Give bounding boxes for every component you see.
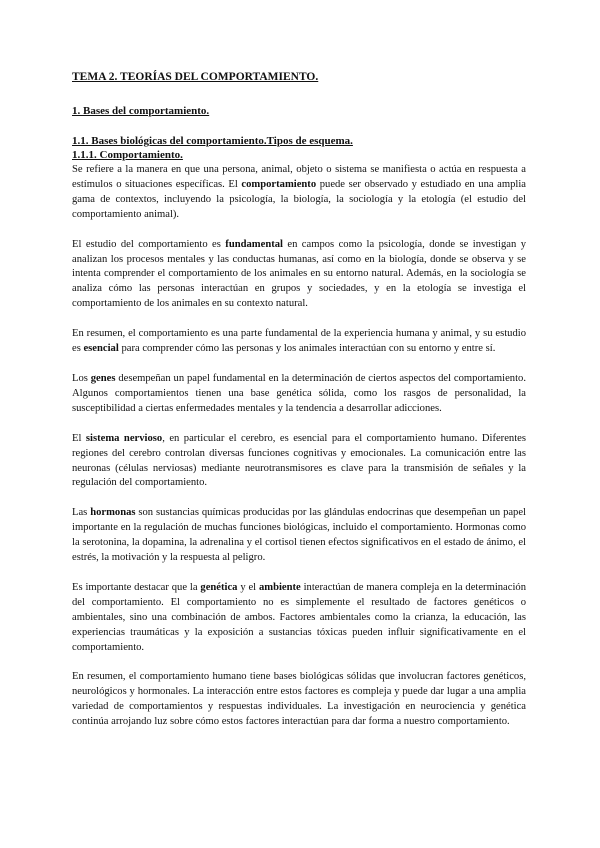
document-page	[72, 70, 526, 745]
text-run: , en particular el cerebro, es esencial para el comportamiento humano. Diferentes regiones del cerebro controlan diversas funciones cognitivas y emocionales. La comunicación entre las neuronas (células nerviosas) mediante neurotransmisores es clave para la transmisión de señales y la regulación del comportamiento.	[72, 432, 526, 489]
text-run: son sustancias químicas producidas por las glándulas endocrinas que desempeñan un papel importante en la regulación de muchas funciones biológicas, incluido el comportamiento. Hormonas como la serotonina, la dopamina, la adrenalina y el cortisol tienen efectos significativos en el estado de ánimo, el estrés, la motivación y la respuesta al peligro.	[72, 507, 527, 564]
text-run: El	[72, 432, 86, 444]
body-paragraph	[72, 238, 526, 313]
body-paragraph	[72, 670, 526, 730]
subsubsection-heading: 1.1.1. Comportamiento.	[72, 149, 183, 161]
body-paragraph	[72, 581, 526, 656]
bold-term: esencial	[83, 343, 119, 355]
bold-term: genes	[90, 372, 116, 384]
document-title: TEMA 2. TEORÍAS DEL COMPORTAMIENTO.	[72, 71, 319, 83]
text-run: Es importante destacar que la	[72, 581, 201, 593]
bold-term: hormonas	[90, 507, 136, 519]
text-run: En resumen, el comportamiento humano tiene bases biológicas sólidas que involucran factores genéticos, neurológicos y hormonales. La interacción entre estos factores es compleja y puede dar lugar a una amplia variedad de comportamientos y respuestas individuales. La investigación en neurociencia y genética continúa arrojando luz sobre cómo estos factores interactúan para dar forma a nuestro comportamiento.	[72, 671, 526, 728]
text-run: Los	[72, 372, 91, 384]
text-run: En resumen, el comportamiento es una parte fundamental de la experiencia humana y animal, y su estudio es	[72, 328, 526, 355]
text-run: interactúan de manera compleja en la determinación del comportamiento. El comportamiento no es simplemente el resultado de factores genéticos o ambientales, sino una combinación de ambos. Factores ambientales como la crianza, la educación, las experiencias traumáticas y la exposición a sustancias tóxicas pueden influir significativamente en el comportamiento.	[72, 581, 526, 653]
body-paragraph	[72, 327, 526, 357]
bold-term: comportamiento	[241, 178, 317, 190]
bold-term: ambiente	[258, 581, 301, 593]
text-run: puede ser observado y estudiado en una amplia gama de contextos, incluyendo la psicología, la biología, la sociología y la etología (el estudio del comportamiento animal).	[72, 178, 526, 220]
text-run: para comprender cómo las personas y los animales interactúan con su entorno y entre sí.	[118, 343, 496, 355]
bold-term: fundamental	[225, 238, 283, 250]
bold-term: genética	[200, 581, 238, 593]
text-run: en campos como la psicología, donde se investigan y analizan los procesos mentales y las conductas humanas, así como en la biología, donde se observa y se intenta comprender el comportamiento de los animales en su entorno natural. Además, en la sociología se analiza cómo las personas interactúan en grupos y sociedades, y en la etología se investiga el comportamiento de los animales en su contexto natural.	[72, 238, 526, 310]
text-run: Las	[72, 507, 91, 519]
body-paragraph	[72, 163, 526, 223]
body-paragraph	[72, 372, 526, 417]
text-run: El estudio del comportamiento es	[72, 238, 226, 250]
body-text	[72, 163, 526, 730]
bold-term: sistema nervioso	[85, 432, 163, 444]
body-paragraph	[72, 432, 526, 492]
section-heading: 1. Bases del comportamiento.	[72, 105, 210, 117]
text-run: desempeñan un papel fundamental en la determinación de ciertos aspectos del comportamiento. Algunos comportamientos tienen una base genética sólida, como los rasgos de personalidad, la susceptibilidad a ciertas enfermedades mentales y la tendencia a desarrollar adicciones.	[72, 372, 526, 414]
subsection-heading: 1.1. Bases biológicas del comportamiento.Tipos de esquema.	[72, 135, 353, 147]
text-run: y el	[237, 581, 259, 593]
body-paragraph	[72, 506, 526, 566]
text-run: Se refiere a la manera en que una persona, animal, objeto o sistema se manifiesta o actúa en respuesta a estímulos o situaciones específicas. El	[72, 164, 526, 190]
